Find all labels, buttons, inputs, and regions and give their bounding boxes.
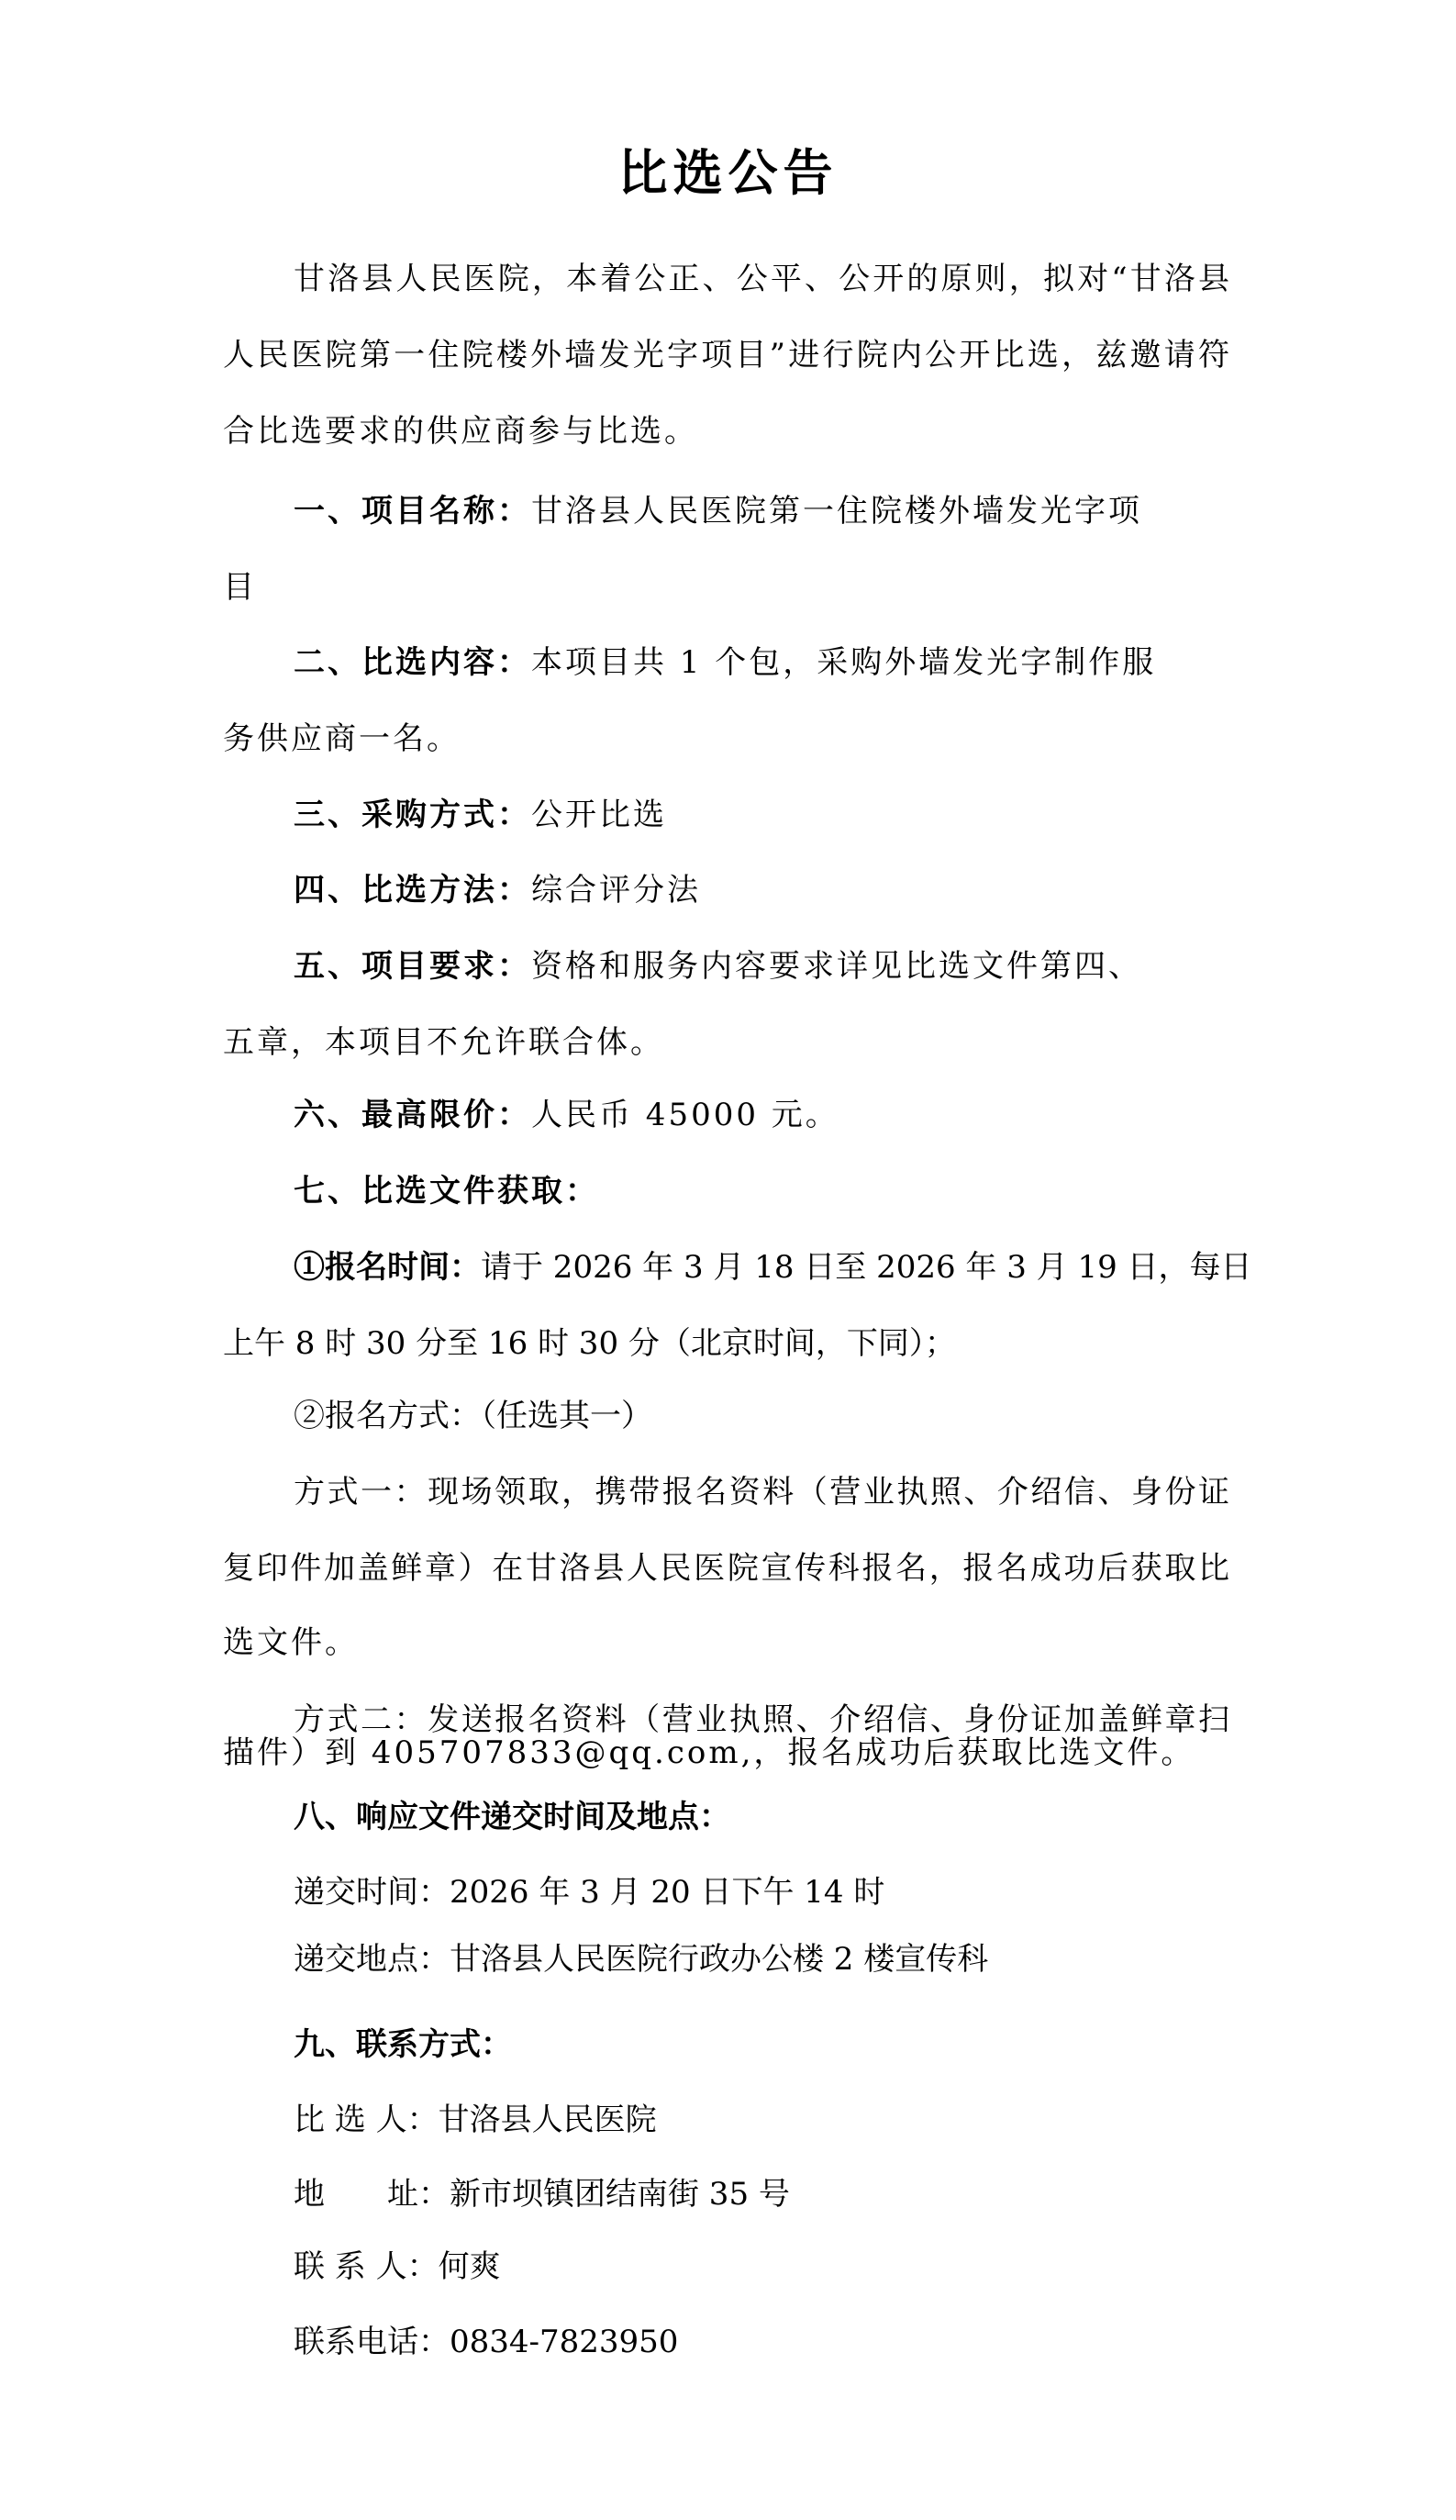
section-value-cont: 务供应商一名。 [223, 720, 461, 757]
intro-line: 合比选要求的供应商参与比选。 [223, 413, 698, 450]
section-heading: 五、项目要求： [294, 948, 531, 985]
submission-time: 递交时间：2026 年 3 月 20 日下午 14 时 [294, 1874, 885, 1911]
item-label: ①报名时间： [294, 1249, 481, 1286]
method-one-line: 复印件加盖鲜章）在甘洛县人民医院宣传科报名，报名成功后获取比 [223, 1550, 1229, 1587]
method-one-line: 方式一：现场领取，携带报名资料（营业执照、介绍信、身份证 [294, 1474, 1229, 1511]
section-heading: 六、最高限价： [294, 1097, 531, 1133]
section-value: 综合评分法 [531, 872, 701, 909]
contact-row-bidder [294, 2102, 657, 2138]
contact-value: 甘洛县人民医院 [438, 2102, 657, 2138]
section-value: 甘洛县人民医院第一住院楼外墙发光字项 [531, 493, 1142, 530]
section-heading: 一、项目名称： [294, 493, 531, 530]
section-value: 人民币 45000 元。 [531, 1097, 839, 1133]
method-two-line: 描件）到 405707833@qq.com,，报名成功后获取比选文件。 [223, 1734, 1195, 1771]
registration-time-cont: 上午 8 时 30 分至 16 时 30 分（北京时间，下同）； [223, 1325, 956, 1362]
page-title: 比选公告 [617, 143, 839, 202]
item-value: 请于 2026 年 3 月 18 日至 2026 年 3 月 19 日，每日 [481, 1249, 1252, 1286]
contact-label: 比 选 人： [294, 2102, 439, 2138]
section-heading-contact: 九、联系方式： [294, 2026, 512, 2063]
contact-row-address [294, 2176, 790, 2213]
contact-label: 联 系 人： [294, 2248, 439, 2285]
method-two-line: 方式二：发送报名资料（营业执照、介绍信、身份证加盖鲜章扫 [294, 1701, 1229, 1738]
section-max-price [294, 1097, 839, 1133]
registration-time [294, 1249, 1252, 1286]
section-value: 资格和服务内容要求详见比选文件第四、 [531, 948, 1142, 985]
contact-row-person [294, 2248, 501, 2285]
section-requirements [294, 948, 1142, 985]
intro-line: 人民医院第一住院楼外墙发光字项目”进行院内公开比选，兹邀请符 [223, 337, 1229, 374]
section-heading: 三、采购方式： [294, 797, 531, 833]
intro-line: 甘洛县人民医院，本着公正、公平、公开的原则，拟对“甘洛县 [294, 261, 1229, 297]
section-heading-submission: 八、响应文件递交时间及地点： [294, 1799, 730, 1835]
contact-value: 0834-7823950 [450, 2324, 679, 2360]
contact-label: 地 址： [294, 2176, 450, 2213]
item-label: ②报名方式： [294, 1398, 481, 1434]
section-value: 公开比选 [531, 797, 667, 833]
submission-place: 递交地点：甘洛县人民医院行政办公楼 2 楼宣传科 [294, 1941, 989, 1978]
section-value: 本项目共 1 个包，采购外墙发光字制作服 [531, 644, 1157, 681]
section-content [294, 644, 1156, 681]
section-value-cont: 目 [223, 569, 257, 606]
section-selection-method [294, 872, 701, 909]
section-heading-doc-acquisition: 七、比选文件获取： [294, 1173, 599, 1210]
contact-value: 何爽 [438, 2248, 501, 2285]
section-value-cont: 五章，本项目不允许联合体。 [223, 1024, 664, 1061]
method-one-line: 选文件。 [223, 1624, 359, 1661]
contact-row-phone [294, 2324, 678, 2360]
contact-value: 新市坝镇团结南街 35 号 [450, 2176, 790, 2213]
section-project-name [294, 493, 1142, 530]
registration-method [294, 1398, 652, 1434]
item-value: （任选其一） [481, 1398, 652, 1434]
section-heading: 二、比选内容： [294, 644, 531, 681]
section-heading: 四、比选方法： [294, 872, 531, 909]
contact-label: 联系电话： [294, 2324, 450, 2360]
section-procurement-method [294, 797, 667, 833]
